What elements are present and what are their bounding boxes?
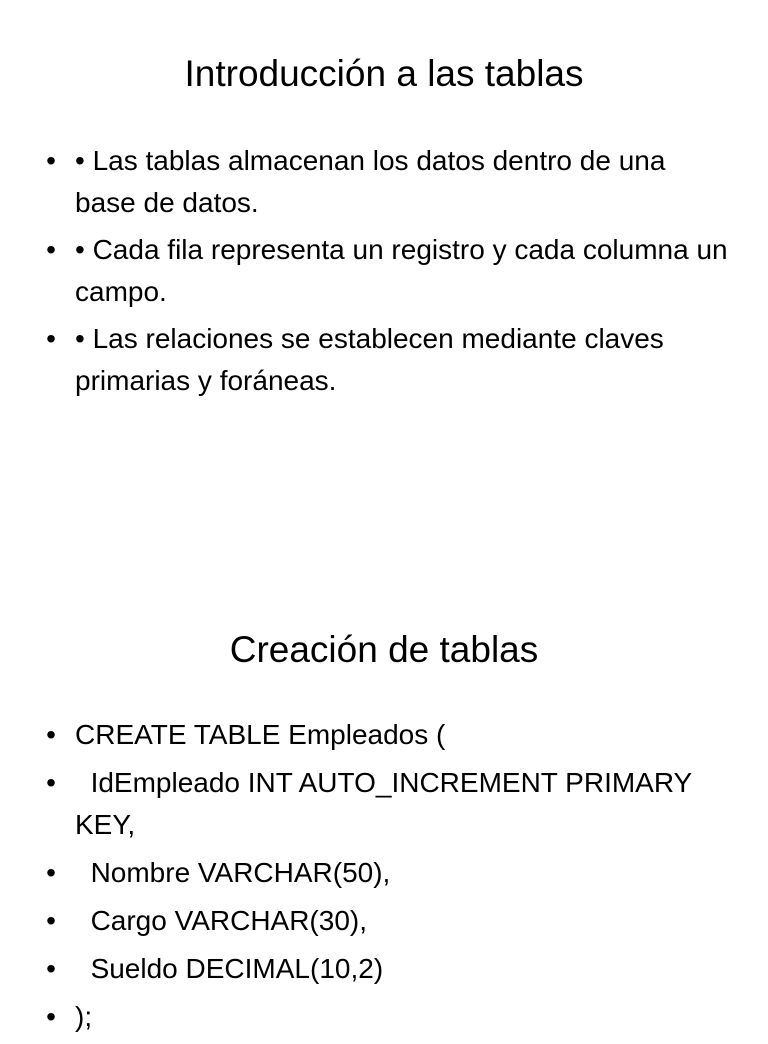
slide-creacion	[0, 600, 768, 1032]
list-item	[0, 852, 768, 894]
list-item	[0, 229, 768, 313]
code-line: IdEmpleado INT AUTO_INCREMENT PRIMARY KEY,	[75, 767, 700, 840]
slide-title: Introducción a las tablas	[184, 53, 584, 94]
bullet-text: • Cada fila representa un registro y cada columna un campo.	[75, 234, 736, 307]
list-item	[0, 714, 768, 756]
bullet-icon: •	[46, 767, 56, 798]
bullet-text: • Las relaciones se establecen mediante claves primarias y foráneas.	[75, 323, 672, 396]
code-line: Cargo VARCHAR(30),	[75, 905, 368, 936]
slide-title: Creación de tablas	[229, 629, 539, 670]
code-line: );	[75, 1001, 93, 1032]
bullet-icon: •	[46, 323, 56, 354]
code-line: Nombre VARCHAR(50),	[75, 857, 391, 888]
list-item	[0, 318, 768, 402]
list-item	[0, 900, 768, 942]
code-line: CREATE TABLE Empleados (	[75, 719, 446, 750]
bullet-list	[0, 714, 768, 1044]
code-line: Sueldo DECIMAL(10,2)	[75, 953, 384, 984]
bullet-icon: •	[46, 953, 56, 984]
bullet-icon: •	[46, 905, 56, 936]
bullet-icon: •	[46, 857, 56, 888]
list-item	[0, 140, 768, 224]
bullet-icon: •	[46, 1001, 56, 1032]
bullet-text: • Las tablas almacenan los datos dentro de una base de datos.	[75, 145, 674, 218]
list-item	[0, 948, 768, 990]
list-item	[0, 996, 768, 1038]
bullet-icon: •	[46, 719, 56, 750]
bullet-icon: •	[46, 234, 56, 265]
bullet-icon: •	[46, 145, 56, 176]
bullet-list	[0, 140, 768, 407]
list-item	[0, 762, 768, 846]
